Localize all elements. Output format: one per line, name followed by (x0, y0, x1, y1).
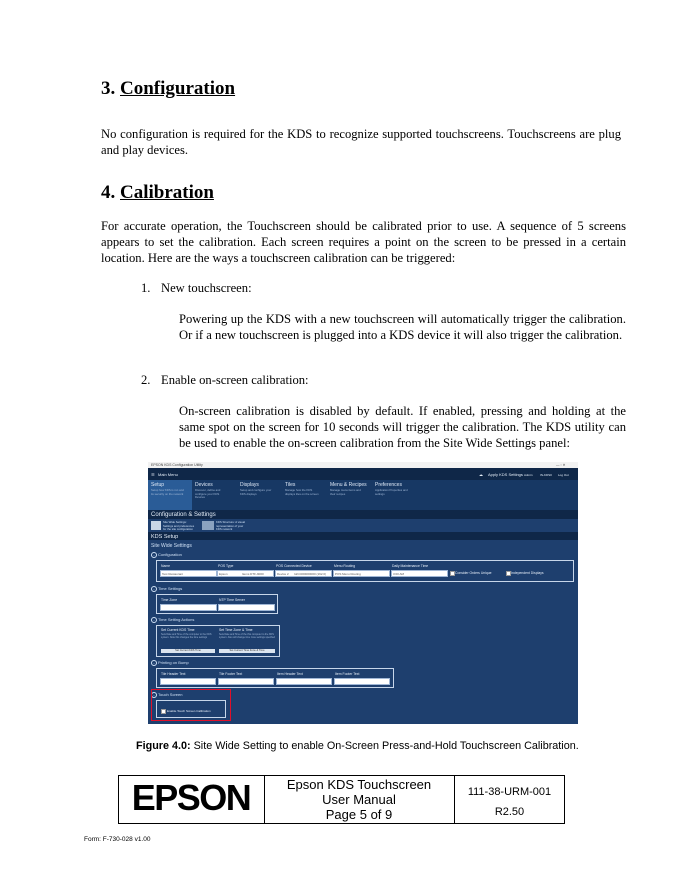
footer-table (118, 775, 565, 824)
group-time-actions: Time Setting Actions (158, 617, 195, 622)
pos-device-field (275, 570, 332, 577)
section-3-title: Configuration (120, 78, 236, 99)
tab-tiles-desc: Manage how the KDS displays tiles on the screen (285, 488, 319, 496)
section-3-number: 3. (101, 78, 116, 99)
set-kds-time-title: Set Current KDS Time (161, 628, 195, 632)
top-link-admin: Admin (524, 472, 533, 477)
name-value: Test Restaurant (162, 572, 184, 576)
main-menu-label: Main Menu (158, 471, 178, 477)
pos-type-value: Epson (219, 572, 228, 576)
item-footer-field (334, 678, 390, 685)
tab-menu-recipes: Menu & Recipes (330, 482, 367, 488)
kds-setup-bar (148, 532, 578, 540)
tab-devices: Devices (195, 482, 213, 488)
time-zone-field (160, 604, 217, 611)
tab-displays: Displays (240, 482, 259, 488)
footer-doc-number: 111-38-URM-001 (467, 786, 552, 798)
set-time-zone-title: Set Time Zone & Time (219, 628, 253, 632)
pos-type-label: POS Type (218, 564, 234, 568)
section-4-number: 4. (101, 182, 116, 203)
pos-type-extra: Items DTF-9000 (242, 572, 264, 576)
window-controls: — ▫ ✕ (556, 463, 566, 467)
collapse-icon: − (151, 586, 157, 592)
tab-preferences-desc: Application Properties and settings (375, 488, 408, 496)
list-item-2-marker: 2. (141, 373, 151, 387)
tile-header-label: Tile Header Text (161, 672, 186, 676)
tab-menu-recipes-desc: Manage menu items and their recipes (330, 488, 361, 496)
highlight-box (151, 689, 231, 721)
maintenance-field (391, 570, 448, 577)
site-wide-heading: Site Wide Settings (151, 543, 192, 549)
pos-device-value: Device 2 (277, 572, 289, 576)
top-link-logout: Log Out (558, 472, 569, 477)
footer-logo-cell (119, 776, 265, 823)
collapse-icon: − (151, 692, 157, 698)
footer-doc-cell (455, 782, 564, 822)
tab-setup-desc: Setup how KDS is run and its security on the network (151, 488, 184, 496)
footer-page-number: Page 5 of 9 (325, 807, 393, 822)
tab-tiles: Tiles (285, 482, 296, 488)
group-printing: Printing on Bump (158, 660, 189, 665)
set-time-zone-button: Set Current Time Zone & Time (219, 649, 275, 653)
touch-calibration-label: Enable Touch Screen Calibration (167, 709, 211, 713)
maintenance-label: Daily Maintenance Time (392, 564, 429, 568)
pos-type-field (217, 570, 274, 577)
figure-label: Figure 4.0: (136, 740, 191, 752)
app-navbar (148, 468, 578, 480)
list-item-2-body: On-screen calibration is disabled by default. If enabled, pressing and holding at the same spot on the screen for 10 seconds will trigger the calibration. The KDS utility can be used to enable the on-screen calibration from the Site Wide Settings panel: (179, 404, 626, 450)
config-settings-heading: Configuration & Settings (151, 512, 216, 518)
item-header-label: Item Header Text (277, 672, 303, 676)
footer-title-line-2: User Manual (322, 792, 396, 807)
figure-caption (136, 740, 579, 752)
pos-device-extra: IoKC000000000 (192.0) (294, 572, 327, 576)
group-touch-screen: Touch Screen (158, 692, 183, 697)
list-item-1-title: New touchscreen: (161, 281, 252, 295)
set-kds-time-button: Set Current KDS Time (161, 649, 215, 653)
maintenance-value: 3:00 AM (393, 572, 405, 576)
kds-structure-icon (202, 521, 214, 530)
pos-device-label: POS Connected Device (276, 564, 312, 568)
list-item-2-title: Enable on-screen calibration: (161, 373, 309, 387)
footer-title-line-1: Epson KDS Touchscreen (286, 777, 432, 792)
tab-displays-desc: Setup and configure your KDS displays (240, 488, 272, 496)
tab-devices-desc: Discover, define and configure your KDS Devices (195, 488, 221, 500)
collapse-icon: − (151, 660, 157, 666)
menu-routing-value: POS Menu Routing (335, 572, 361, 576)
ntp-label: NTP Time Server (219, 598, 245, 602)
site-settings-icon (151, 521, 161, 530)
config-settings-bar (148, 510, 578, 519)
name-label: Name (161, 564, 171, 568)
item-header-field (276, 678, 332, 685)
menu-routing-label: Menu Routing (334, 564, 356, 568)
tile-footer-label: Tile Footer Text (219, 672, 243, 676)
set-kds-time-desc: Sets Date and Time of the computer to the KDS system. Note this changes the time settings (161, 633, 212, 639)
tab-preferences: Preferences (375, 482, 402, 488)
section-3-body: No configuration is required for the KDS to recognize supported touchscreens. Touchscreens are plug and play devices. (101, 127, 621, 157)
epson-logo: EPSON (131, 777, 251, 818)
section-3-heading (101, 78, 235, 100)
window-title: EPSON KDS Configuration Utility (151, 463, 203, 467)
group-configuration: Configuration (158, 552, 182, 557)
config-item-kds-structure: KDS Structure: A visual representation of your KDS network (216, 520, 245, 531)
time-zone-label: Time Zone (161, 598, 178, 602)
top-link-device: IN-KDS0 (540, 472, 552, 477)
item-footer-label: Item Footer Text (335, 672, 360, 676)
list-item-1-body: Powering up the KDS with a new touchscreen will automatically trigger the calibration. Or if a new touchscreen is plugged into a KDS device it will also trigger the calibration. (179, 312, 626, 342)
section-4-title: Calibration (120, 182, 214, 203)
footer-revision: R2.50 (494, 806, 525, 818)
tab-setup: Setup (151, 482, 165, 488)
config-item-site-settings: Site Wide Settings: Settings and preferences for the site configuration (163, 520, 195, 531)
footer-title-cell (265, 776, 455, 823)
apply-settings-label: Apply KDS Settings (488, 471, 523, 477)
footer-title (265, 777, 453, 822)
form-number: Form: F-730-028 v1.00 (84, 836, 151, 843)
section-4-body: For accurate operation, the Touchscreen should be calibrated prior to use. A sequence of 5 screens appears to set the calibration. Each screen requires a point on the screen to be pressed in a certain location. Here are the ways a touchscreen calibration can be triggered: (101, 219, 626, 265)
menu-icon: ☰ (151, 471, 155, 477)
section-4-heading (101, 182, 214, 204)
collapse-icon: − (151, 552, 157, 558)
group-time-settings: Time Settings (158, 586, 183, 591)
set-time-zone-desc: Sets Date and Time of the this computer to the KDS system. Also will change time zone settings specified (219, 633, 275, 639)
tile-header-field (160, 678, 216, 685)
ntp-field (218, 604, 275, 611)
menu-routing-field (333, 570, 390, 577)
kds-setup-heading: KDS Setup (151, 533, 179, 540)
orders-unique-label: Consider Orders Unique (455, 571, 492, 575)
tile-footer-field (218, 678, 274, 685)
name-field (160, 570, 217, 577)
collapse-icon: − (151, 617, 157, 623)
figure-caption-text: Site Wide Setting to enable On-Screen Press-and-Hold Touchscreen Calibration. (190, 740, 579, 752)
list-item-1-marker: 1. (141, 281, 151, 295)
kds-utility-screenshot (148, 462, 578, 724)
cloud-icon: ☁ (479, 471, 483, 477)
ribbon-tabs (148, 480, 578, 510)
independent-label: Independent Displays (511, 571, 544, 575)
